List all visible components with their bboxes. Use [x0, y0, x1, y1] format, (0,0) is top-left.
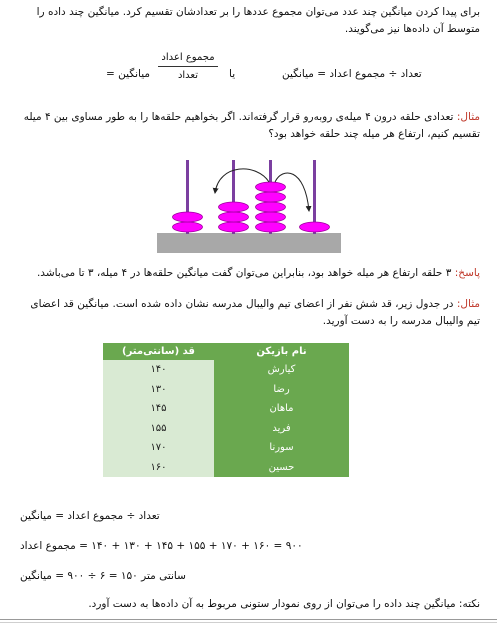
fraction-denominator: تعداد — [177, 70, 199, 81]
player-height: ۱۷۰ — [103, 438, 214, 458]
formula-lhs: میانگین = — [106, 68, 151, 80]
table-row — [103, 380, 349, 400]
ring — [256, 192, 286, 202]
example2-paragraph — [20, 296, 480, 330]
pole-4-rings — [300, 222, 330, 232]
note-paragraph: نکته: میانگین چند داده را می‌توان از روی نمودار ستونی مربوط به آن داده‌ها به دست آورد. — [88, 598, 480, 610]
fraction-numerator: مجموع اعداد — [161, 52, 215, 63]
table-row — [103, 458, 349, 478]
example2-label: مثال: — [456, 298, 480, 310]
player-height: ۱۶۰ — [103, 458, 214, 478]
ring — [256, 212, 286, 222]
answer1-label: پاسخ: — [454, 267, 480, 279]
ring — [300, 222, 330, 232]
header-height: قد (سانتی‌متر) — [103, 343, 214, 360]
formula-ya: یا — [229, 68, 236, 80]
table-header-row — [103, 343, 349, 360]
player-name: ماهان — [214, 399, 349, 419]
player-height: ۱۳۰ — [103, 380, 214, 400]
player-height: ۱۴۰ — [103, 360, 214, 380]
pole-3-rings — [256, 182, 286, 232]
mean-formula-text: تعداد ÷ مجموع اعداد = میانگین — [282, 68, 422, 80]
intro-paragraph: برای پیدا کردن میانگین چند عدد می‌توان مجموع عددها را بر تعدادشان تقسیم کرد. میانگین چند داده را متوسط آن داده‌ها نیز می‌گویند. — [36, 6, 480, 35]
ring — [173, 212, 203, 222]
ring — [256, 202, 286, 212]
example2-text: در جدول زیر، قد شش نفر از اعضای تیم والیبال مدرسه نشان داده شده است. میانگین قد اعضای تیم والیبال مدرسه را به دست آورید. — [30, 298, 480, 327]
answer1-text: ۳ حلقه ارتفاع هر میله خواهد بود، بنابراین می‌توان گفت میانگین حلقه‌ها در ۴ میله، ۳ تا می‌باشد. — [36, 267, 452, 279]
page-bottom-rule-2 — [0, 622, 497, 623]
player-name: کیارش — [214, 360, 349, 380]
player-height: ۱۴۵ — [103, 399, 214, 419]
answer1-paragraph — [20, 265, 480, 282]
ring — [256, 182, 286, 192]
pole-2-rings — [219, 202, 249, 232]
ring — [219, 202, 249, 212]
header-player-name: نام بازیکن — [214, 343, 349, 360]
players-height-table — [103, 343, 349, 477]
solution-line-3: سانتی متر ۱۵۰ = ۶ ÷ ۹۰۰ = میانگین — [20, 570, 186, 582]
table-row — [103, 360, 349, 380]
example1-paragraph — [20, 109, 480, 143]
table-row — [103, 438, 349, 458]
solution-line-1: تعداد ÷ مجموع اعداد = میانگین — [20, 510, 160, 522]
base-platform — [157, 233, 341, 253]
table-row — [103, 399, 349, 419]
ring — [219, 222, 249, 232]
player-name: فرید — [214, 419, 349, 439]
rings-on-poles-illustration — [157, 155, 341, 255]
table-row — [103, 419, 349, 439]
solution-line-2: ۹۰۰ = ۱۶۰ + ۱۷۰ + ۱۵۵ + ۱۴۵ + ۱۳۰ + ۱۴۰ = مجموع اعداد — [20, 540, 303, 552]
example1-label: مثال: — [456, 111, 480, 123]
example1-text: تعدادی حلقه درون ۴ میله‌ی روبه‌رو قرار گرفته‌اند. اگر بخواهیم حلقه‌ها را به طور مساوی بین ۴ میله تقسیم کنیم، ارتفاع هر میله چند حلقه خواهد بود؟ — [23, 111, 480, 140]
player-name: سورنا — [214, 438, 349, 458]
mean-fraction — [158, 52, 218, 81]
ring — [256, 222, 286, 232]
player-name: حسین — [214, 458, 349, 478]
player-height: ۱۵۵ — [103, 419, 214, 439]
ring — [219, 212, 249, 222]
pole-1-rings — [173, 212, 203, 232]
ring — [173, 222, 203, 232]
page-bottom-rule — [0, 619, 497, 620]
player-name: رضا — [214, 380, 349, 400]
